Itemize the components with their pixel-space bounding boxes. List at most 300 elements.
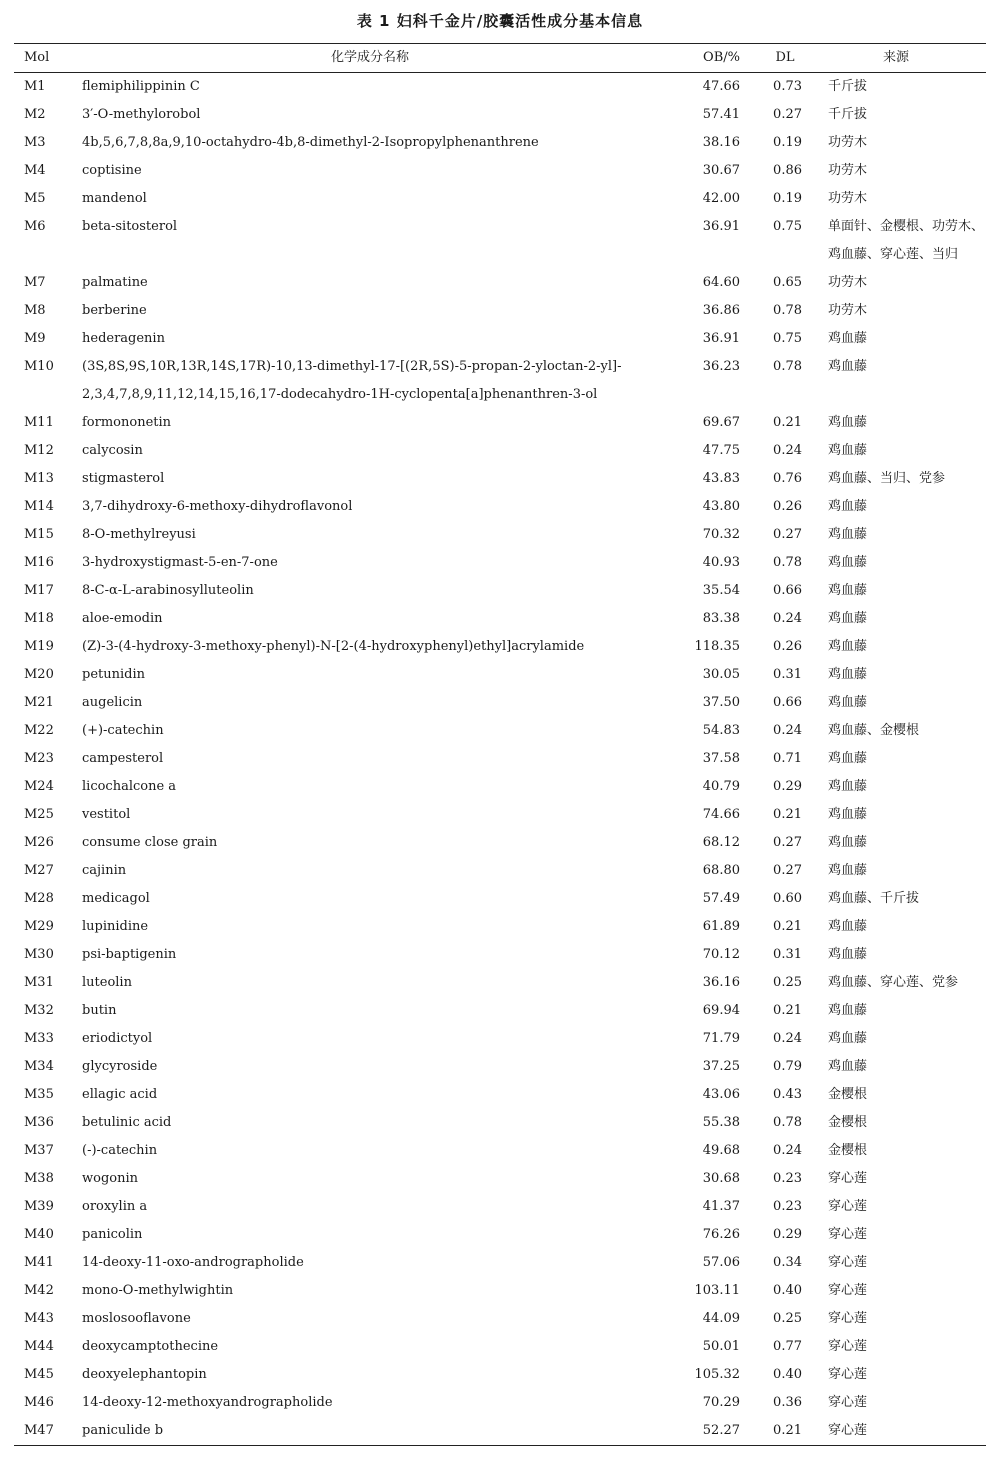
table-row (14, 521, 986, 549)
cell-source-line: 鸡血藤 (828, 359, 868, 374)
table-title: 表 1 妇科千金片/胶囊活性成分基本信息 (356, 12, 644, 30)
table-row (14, 1025, 986, 1053)
cell-ob: 54.83 (702, 723, 740, 738)
cell-dl: 0.27 (773, 835, 802, 850)
cell-name-line: deoxycamptothecine (82, 1339, 219, 1354)
cell-source (806, 1025, 986, 1053)
cell-name-line: formononetin (82, 415, 172, 430)
cell-source-line: 功劳木 (828, 275, 868, 290)
cell-mol: M37 (24, 1143, 54, 1158)
cell-source-line: 穿心莲 (828, 1199, 868, 1214)
cell-source-line: 功劳木 (828, 163, 868, 178)
cell-name (70, 1305, 670, 1333)
cell-dl: 0.75 (773, 331, 802, 346)
cell-ob: 43.80 (702, 499, 740, 514)
cell-name (70, 1389, 670, 1417)
cell-source (806, 1389, 986, 1417)
cell-name-line: 14-deoxy-11-oxo-andrographolide (82, 1255, 304, 1270)
cell-ob: 50.01 (702, 1339, 740, 1354)
table-row (14, 773, 986, 801)
table-row (14, 857, 986, 885)
table-row (14, 213, 986, 269)
cell-ob: 36.91 (702, 331, 740, 346)
cell-name-line: glycyroside (82, 1059, 158, 1074)
cell-ob: 30.05 (702, 667, 740, 682)
cell-source (806, 1333, 986, 1361)
table-row (14, 353, 986, 409)
table-row (14, 885, 986, 913)
cell-mol: M44 (24, 1339, 54, 1354)
cell-source (806, 185, 986, 213)
cell-name-line: oroxylin a (82, 1199, 148, 1214)
table-row (14, 409, 986, 437)
cell-name-line: eriodictyol (82, 1031, 153, 1046)
cell-mol: M32 (24, 1003, 54, 1018)
cell-mol: M11 (24, 415, 54, 430)
cell-dl: 0.23 (773, 1171, 802, 1186)
cell-ob: 76.26 (702, 1227, 740, 1242)
cell-source-line: 金樱根 (828, 1087, 868, 1102)
table-row (14, 129, 986, 157)
cell-ob: 83.38 (702, 611, 740, 626)
cell-dl: 0.21 (773, 1423, 802, 1438)
cell-source (806, 157, 986, 185)
cell-source (806, 745, 986, 773)
cell-source (806, 1081, 986, 1109)
cell-source (806, 913, 986, 941)
cell-source-line: 单面针、金樱根、功劳木、 (828, 219, 985, 234)
cell-source (806, 773, 986, 801)
table-row (14, 689, 986, 717)
table-row (14, 997, 986, 1025)
cell-source-line: 金樱根 (828, 1115, 868, 1130)
table-row (14, 297, 986, 325)
cell-name-line: cajinin (82, 863, 127, 878)
cell-source-line-2: 鸡血藤、穿心莲、当归 (828, 247, 959, 262)
cell-source (806, 661, 986, 689)
cell-name-line: 4b,5,6,7,8,8a,9,10-octahydro-4b,8-dimethyl-2-Isopropylphenanthrene (82, 135, 539, 150)
cell-dl: 0.24 (773, 1143, 802, 1158)
table-row (14, 1081, 986, 1109)
cell-dl: 0.66 (773, 583, 802, 598)
cell-dl: 0.79 (773, 1059, 802, 1074)
header-source: 来源 (882, 50, 909, 65)
table-body (14, 72, 986, 1445)
cell-name (70, 661, 670, 689)
cell-ob: 57.41 (702, 107, 740, 122)
table-row (14, 1221, 986, 1249)
cell-name-line: campesterol (82, 751, 164, 766)
cell-name-line: beta-sitosterol (82, 219, 178, 234)
cell-name (70, 829, 670, 857)
cell-source (806, 101, 986, 129)
cell-ob: 36.91 (702, 219, 740, 234)
cell-source-line: 穿心莲 (828, 1255, 868, 1270)
cell-mol: M3 (24, 135, 46, 150)
table-row (14, 913, 986, 941)
cell-dl: 0.71 (773, 751, 802, 766)
cell-name (70, 633, 670, 661)
cell-source-line: 鸡血藤 (828, 443, 868, 458)
cell-name-line: calycosin (82, 443, 143, 458)
table-row (14, 157, 986, 185)
cell-source-line: 鸡血藤 (828, 1059, 868, 1074)
cell-source-line: 功劳木 (828, 135, 868, 150)
cell-name (70, 1361, 670, 1389)
cell-source-line: 穿心莲 (828, 1283, 868, 1298)
cell-name-line: licochalcone a (82, 779, 177, 794)
cell-mol: M30 (24, 947, 54, 962)
cell-dl: 0.26 (773, 639, 802, 654)
cell-ob: 37.58 (702, 751, 740, 766)
cell-dl: 0.43 (773, 1087, 802, 1102)
header-ob: OB/% (703, 50, 740, 65)
cell-name-line: 3,7-dihydroxy-6-methoxy-dihydroflavonol (82, 499, 353, 514)
cell-name-line: coptisine (82, 163, 142, 178)
cell-name (70, 297, 670, 325)
table-row (14, 1361, 986, 1389)
cell-source (806, 689, 986, 717)
cell-name-line: stigmasterol (82, 471, 165, 486)
cell-ob: 57.06 (702, 1255, 740, 1270)
cell-dl: 0.36 (773, 1395, 802, 1410)
cell-ob: 47.66 (702, 79, 740, 94)
cell-source (806, 801, 986, 829)
table-row (14, 1333, 986, 1361)
cell-source (806, 437, 986, 465)
cell-source (806, 941, 986, 969)
cell-name (70, 1277, 670, 1305)
cell-dl: 0.27 (773, 107, 802, 122)
cell-mol: M19 (24, 639, 54, 654)
cell-ob: 118.35 (694, 639, 740, 654)
cell-ob: 37.25 (702, 1059, 740, 1074)
table-row (14, 633, 986, 661)
cell-ob: 74.66 (702, 807, 740, 822)
cell-ob: 35.54 (702, 583, 740, 598)
cell-dl: 0.78 (773, 555, 802, 570)
cell-source-line: 穿心莲 (828, 1227, 868, 1242)
cell-source-line: 鸡血藤 (828, 527, 868, 542)
cell-mol: M7 (24, 275, 46, 290)
table-row (14, 1053, 986, 1081)
cell-source-line: 穿心莲 (828, 1311, 868, 1326)
cell-name (70, 465, 670, 493)
cell-name (70, 409, 670, 437)
table-row (14, 605, 986, 633)
table-row (14, 1389, 986, 1417)
cell-dl: 0.27 (773, 863, 802, 878)
cell-name-line: aloe-emodin (82, 611, 163, 626)
table-row (14, 1109, 986, 1137)
cell-source-line: 鸡血藤、金樱根 (828, 723, 920, 738)
cell-dl: 0.65 (773, 275, 802, 290)
cell-dl: 0.78 (773, 359, 802, 374)
cell-mol: M10 (24, 359, 54, 374)
cell-mol: M26 (24, 835, 54, 850)
cell-name (70, 577, 670, 605)
cell-dl: 0.19 (773, 135, 802, 150)
cell-source (806, 885, 986, 913)
cell-name-line: (+)-catechin (82, 723, 164, 738)
cell-name-line: (-)-catechin (82, 1143, 158, 1158)
cell-source-line: 千斤拔 (828, 79, 868, 94)
cell-source (806, 1305, 986, 1333)
cell-mol: M6 (24, 219, 46, 234)
cell-dl: 0.78 (773, 303, 802, 318)
cell-mol: M47 (24, 1423, 54, 1438)
cell-name-line: mono-O-methylwightin (82, 1283, 234, 1298)
cell-ob: 55.38 (702, 1115, 740, 1130)
cell-source (806, 1137, 986, 1165)
header-name: 化学成分名称 (330, 50, 409, 65)
table-row (14, 717, 986, 745)
table-row (14, 1305, 986, 1333)
cell-dl: 0.31 (773, 947, 802, 962)
table-bottom-rule (14, 1445, 986, 1446)
cell-name-line: vestitol (82, 807, 131, 822)
cell-dl: 0.73 (773, 79, 802, 94)
cell-source-line: 鸡血藤 (828, 947, 868, 962)
cell-source (806, 717, 986, 745)
cell-source (806, 829, 986, 857)
cell-name-line: paniculide b (82, 1423, 164, 1438)
cell-name-line: palmatine (82, 275, 148, 290)
cell-name (70, 213, 670, 241)
cell-ob: 69.94 (702, 1003, 740, 1018)
cell-mol: M21 (24, 695, 54, 710)
cell-source (806, 1193, 986, 1221)
cell-mol: M1 (24, 79, 46, 94)
cell-source-line: 鸡血藤 (828, 611, 868, 626)
cell-ob: 69.67 (702, 415, 740, 430)
cell-source (806, 633, 986, 661)
cell-mol: M23 (24, 751, 54, 766)
cell-name (70, 157, 670, 185)
cell-name-line: wogonin (82, 1171, 139, 1186)
cell-dl: 0.19 (773, 191, 802, 206)
cell-name (70, 1249, 670, 1277)
cell-source-line: 鸡血藤、当归、党参 (828, 471, 946, 486)
cell-mol: M29 (24, 919, 54, 934)
cell-source-line: 穿心莲 (828, 1171, 868, 1186)
cell-name-line: (3S,8S,9S,10R,13R,14S,17R)-10,13-dimethyl-17-[(2R,5S)-5-propan-2-yloctan-2-yl]- (82, 359, 622, 374)
cell-source (806, 213, 986, 269)
cell-source-line: 鸡血藤 (828, 583, 868, 598)
cell-mol: M28 (24, 891, 54, 906)
cell-source-line: 鸡血藤 (828, 835, 868, 850)
cell-name-line: consume close grain (82, 835, 218, 850)
cell-mol: M18 (24, 611, 54, 626)
table-row (14, 325, 986, 353)
table-row (14, 969, 986, 997)
table-row (14, 549, 986, 577)
cell-mol: M20 (24, 667, 54, 682)
cell-mol: M46 (24, 1395, 54, 1410)
cell-mol: M2 (24, 107, 46, 122)
cell-source-line: 鸡血藤 (828, 639, 868, 654)
cell-dl: 0.26 (773, 499, 802, 514)
cell-dl: 0.29 (773, 779, 802, 794)
table-row (14, 1193, 986, 1221)
cell-dl: 0.86 (773, 163, 802, 178)
cell-ob: 43.83 (702, 471, 740, 486)
cell-name (70, 1025, 670, 1053)
cell-mol: M24 (24, 779, 54, 794)
cell-name-line: deoxyelephantopin (82, 1367, 207, 1382)
cell-source (806, 1165, 986, 1193)
cell-ob: 49.68 (702, 1143, 740, 1158)
cell-source (806, 353, 986, 381)
cell-dl: 0.24 (773, 1031, 802, 1046)
cell-name-line: (Z)-3-(4-hydroxy-3-methoxy-phenyl)-N-[2-(4-hydroxyphenyl)ethyl]acrylamide (82, 639, 585, 654)
cell-name (70, 437, 670, 465)
cell-source (806, 857, 986, 885)
cell-name-line: 3-hydroxystigmast-5-en-7-one (82, 555, 278, 570)
cell-name (70, 605, 670, 633)
cell-ob: 40.93 (702, 555, 740, 570)
cell-source-line: 鸡血藤 (828, 1031, 868, 1046)
cell-dl: 0.31 (773, 667, 802, 682)
cell-name-line: butin (82, 1003, 117, 1018)
table-row (14, 745, 986, 773)
cell-mol: M45 (24, 1367, 54, 1382)
cell-dl: 0.24 (773, 443, 802, 458)
cell-name (70, 185, 670, 213)
cell-name (70, 689, 670, 717)
cell-source (806, 605, 986, 633)
cell-name (70, 549, 670, 577)
table-row (14, 1417, 986, 1445)
cell-ob: 57.49 (702, 891, 740, 906)
cell-name (70, 1417, 670, 1445)
cell-name-line: flemiphilippinin C (82, 79, 200, 94)
cell-ob: 36.16 (702, 975, 740, 990)
cell-dl: 0.21 (773, 1003, 802, 1018)
cell-ob: 40.79 (702, 779, 740, 794)
table-row (14, 465, 986, 493)
cell-source-line: 鸡血藤 (828, 807, 868, 822)
cell-source (806, 1221, 986, 1249)
cell-source-line: 鸡血藤 (828, 863, 868, 878)
cell-mol: M35 (24, 1087, 54, 1102)
cell-dl: 0.77 (773, 1339, 802, 1354)
cell-source-line: 鸡血藤 (828, 919, 868, 934)
table-row (14, 73, 986, 101)
cell-source-line: 功劳木 (828, 191, 868, 206)
cell-mol: M31 (24, 975, 54, 990)
header-mol: Mol (24, 50, 50, 65)
cell-ob: 61.89 (702, 919, 740, 934)
cell-name (70, 269, 670, 297)
cell-dl: 0.27 (773, 527, 802, 542)
cell-name (70, 325, 670, 353)
table-row (14, 101, 986, 129)
cell-ob: 30.68 (702, 1171, 740, 1186)
table-row (14, 1165, 986, 1193)
cell-source-line: 鸡血藤、穿心莲、党参 (828, 975, 959, 990)
cell-mol: M38 (24, 1171, 54, 1186)
cell-source (806, 969, 986, 997)
table-header-row (14, 44, 986, 72)
cell-name (70, 521, 670, 549)
cell-ob: 36.23 (702, 359, 740, 374)
cell-source (806, 409, 986, 437)
table-row (14, 829, 986, 857)
cell-source-line: 鸡血藤 (828, 667, 868, 682)
cell-ob: 64.60 (702, 275, 740, 290)
cell-ob: 71.79 (702, 1031, 740, 1046)
cell-name-line: panicolin (82, 1227, 143, 1242)
cell-ob: 47.75 (702, 443, 740, 458)
cell-name (70, 1081, 670, 1109)
cell-ob: 70.29 (702, 1395, 740, 1410)
cell-mol: M43 (24, 1311, 54, 1326)
cell-source (806, 521, 986, 549)
cell-mol: M22 (24, 723, 54, 738)
cell-source (806, 1277, 986, 1305)
cell-dl: 0.76 (773, 471, 802, 486)
cell-dl: 0.75 (773, 219, 802, 234)
cell-mol: M42 (24, 1283, 54, 1298)
cell-source-line: 鸡血藤 (828, 695, 868, 710)
cell-name (70, 353, 670, 409)
cell-name (70, 745, 670, 773)
cell-source (806, 493, 986, 521)
cell-name (70, 101, 670, 129)
cell-source (806, 129, 986, 157)
table-row (14, 269, 986, 297)
cell-name (70, 969, 670, 997)
cell-name (70, 885, 670, 913)
cell-source-line: 鸡血藤 (828, 751, 868, 766)
cell-source-line: 穿心莲 (828, 1367, 868, 1382)
active-ingredients-table (14, 44, 986, 1445)
cell-name (70, 801, 670, 829)
cell-source-line: 鸡血藤 (828, 555, 868, 570)
cell-mol: M40 (24, 1227, 54, 1242)
cell-dl: 0.60 (773, 891, 802, 906)
cell-dl: 0.23 (773, 1199, 802, 1214)
cell-name-line: 8-C-α-L-arabinosylluteolin (82, 583, 254, 598)
cell-mol: M15 (24, 527, 54, 542)
cell-ob: 44.09 (702, 1311, 740, 1326)
cell-mol: M5 (24, 191, 46, 206)
cell-ob: 68.12 (702, 835, 740, 850)
cell-name-line: lupinidine (82, 919, 149, 934)
cell-ob: 70.32 (702, 527, 740, 542)
cell-source (806, 1361, 986, 1389)
cell-name-line: petunidin (82, 667, 145, 682)
cell-source (806, 1109, 986, 1137)
cell-name-line: moslosooflavone (82, 1311, 191, 1326)
cell-mol: M9 (24, 331, 46, 346)
cell-name-line: luteolin (82, 975, 132, 990)
cell-name (70, 997, 670, 1025)
cell-name (70, 493, 670, 521)
cell-ob: 30.67 (702, 163, 740, 178)
cell-name (70, 1193, 670, 1221)
cell-source (806, 1249, 986, 1277)
table-row (14, 437, 986, 465)
cell-name-line: berberine (82, 303, 147, 318)
cell-source-line: 鸡血藤 (828, 779, 868, 794)
cell-name (70, 1333, 670, 1361)
cell-name-line: psi-baptigenin (82, 947, 177, 962)
cell-mol: M36 (24, 1115, 54, 1130)
cell-mol: M17 (24, 583, 54, 598)
table-row (14, 493, 986, 521)
